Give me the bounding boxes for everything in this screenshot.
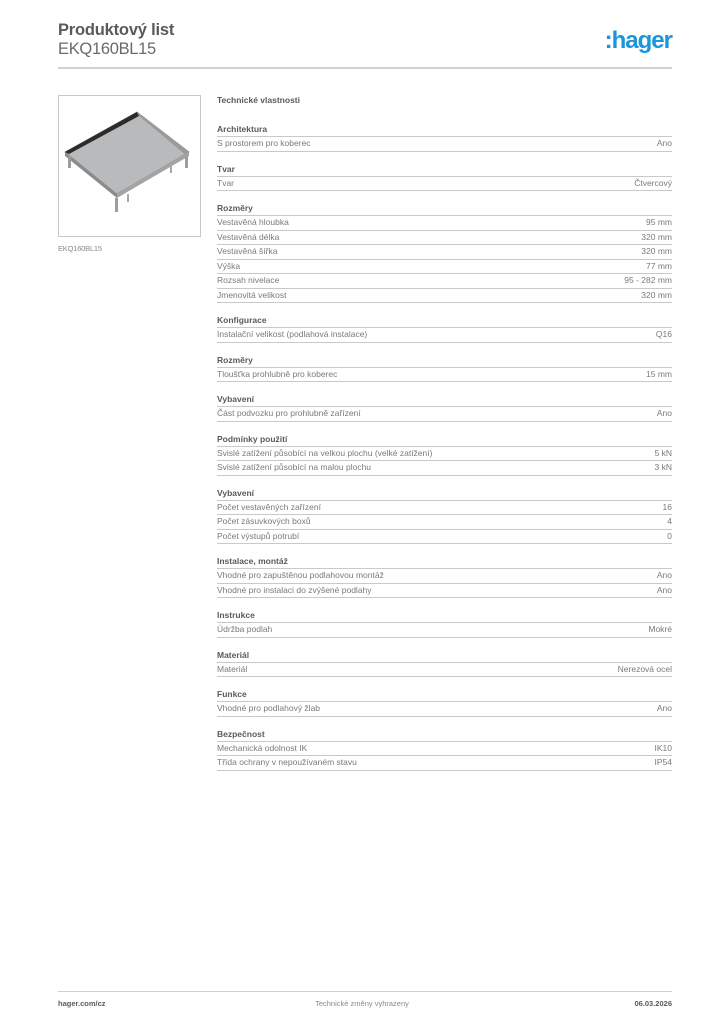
spec-label: Vhodné pro zapuštěnou podlahovou montáž [217,570,384,580]
spec-group [217,609,672,638]
spec-value: Čtvercový [634,177,672,188]
spec-value: 320 mm [641,246,672,256]
spec-row [217,584,672,599]
spec-value: Ano [656,408,672,418]
spec-row [217,137,672,152]
spec-value: IK10 [654,742,672,753]
spec-value: 320 mm [641,289,672,300]
spec-group [217,202,672,303]
spec-value: Ano [656,570,672,580]
spec-label: Počet vestavěných zařízení [217,501,321,512]
spec-label: Mechanická odolnost IK [217,742,308,753]
spec-label: Výška [217,260,241,271]
spec-value: Q16 [655,329,672,339]
spec-group [217,487,672,545]
spec-row [217,756,672,771]
spec-group [217,163,672,192]
product-code: EKQ160BL15 [58,40,156,58]
spec-value: 95 - 282 mm [624,275,672,285]
group-title: Architektura [217,123,672,137]
spec-row [217,501,672,516]
spec-row [217,368,672,383]
spec-row [217,260,672,275]
spec-value: 4 [667,516,672,526]
group-title: Bezpečnost [217,728,672,742]
spec-label: Vhodné pro podlahový žlab [217,703,321,713]
spec-value: Mokré [648,624,672,634]
footer-website[interactable]: hager.com/cz [58,999,106,1008]
spec-label: Tvar [217,177,234,188]
spec-value: 3 kN [654,462,672,472]
logo-text: hager [611,27,672,54]
spec-row [217,742,672,757]
spec-label: Počet zásuvkových boxů [217,516,311,526]
spec-label: Vestavěná šířka [217,246,278,256]
spec-group [217,354,672,383]
logo-colon: : [604,27,612,54]
spec-label: Instalační velikost (podlahová instalace) [217,329,368,339]
spec-value: 16 [662,501,672,512]
spec-group [217,555,672,598]
group-title: Funkce [217,688,672,702]
spec-value: Ano [656,703,672,713]
floor-box-tray-icon [59,96,200,236]
spec-label: Rozsah nivelace [217,275,280,285]
spec-label: S prostorem pro koberec [217,138,311,148]
spec-row [217,623,672,638]
spec-row [217,216,672,231]
spec-row [217,515,672,530]
spec-group [217,688,672,717]
group-title: Tvar [217,163,672,177]
spec-label: Část podvozku pro prohlubně zařízení [217,408,361,418]
spec-label: Vestavěná délka [217,231,280,242]
spec-label: Svislé zatížení působící na malou plochu [217,462,372,472]
group-title: Instalace, montáž [217,555,672,569]
group-title: Rozměry [217,202,672,216]
spec-label: Vestavěná hloubka [217,217,289,227]
group-title: Konfigurace [217,314,672,328]
group-title: Rozměry [217,354,672,368]
footer-divider [58,991,672,992]
header-divider [58,67,672,69]
spec-group [217,123,672,152]
spec-label: Údržba podlah [217,624,273,634]
spec-row [217,245,672,260]
spec-value: 15 mm [646,368,672,379]
spec-value: 77 mm [646,260,672,271]
spec-row [217,289,672,304]
spec-row [217,569,672,584]
spec-value: 95 mm [646,217,672,227]
spec-group [217,728,672,771]
spec-label: Třída ochrany v nepoužívaném stavu [217,757,357,767]
spec-row [217,702,672,717]
document-header [58,20,672,70]
group-title: Vybavení [217,393,672,407]
group-title: Instrukce [217,609,672,623]
product-image [58,95,201,237]
spec-value: IP54 [654,757,672,767]
spec-label: Tloušťka prohlubně pro koberec [217,368,338,379]
spec-value: 0 [667,530,672,541]
group-title: Vybavení [217,487,672,501]
spec-value: Ano [656,584,672,595]
hager-logo [605,27,672,55]
spec-value: Nerezová ocel [617,663,672,674]
spec-group [217,314,672,343]
spec-row [217,407,672,422]
spec-value: Ano [656,138,672,148]
spec-label: Počet výstupů potrubí [217,530,300,541]
spec-group [217,649,672,678]
spec-label: Jmenovitá velikost [217,289,287,300]
specs-heading: Technické vlastnosti [217,95,300,105]
footer-disclaimer: Technické změny vyhrazeny [315,999,409,1008]
technical-specs [217,95,672,782]
spec-group [217,433,672,476]
image-caption: EKQ160BL15 [58,244,102,253]
spec-row [217,461,672,476]
group-title: Podmínky použití [217,433,672,447]
footer-date: 06.03.2026 [634,999,672,1008]
spec-label: Vhodné pro instalaci do zvýšené podlahy [217,584,372,595]
spec-row [217,231,672,246]
spec-row [217,177,672,192]
spec-value: 5 kN [654,447,672,458]
spec-row [217,663,672,678]
spec-row [217,328,672,343]
spec-value: 320 mm [641,231,672,242]
spec-row [217,274,672,289]
spec-row [217,530,672,545]
spec-label: Materiál [217,663,248,674]
document-title: Produktový list [58,21,175,39]
spec-row [217,447,672,462]
group-title: Materiál [217,649,672,663]
spec-group [217,393,672,422]
spec-label: Svislé zatížení působící na velkou plochu (velké zatížení) [217,447,433,458]
